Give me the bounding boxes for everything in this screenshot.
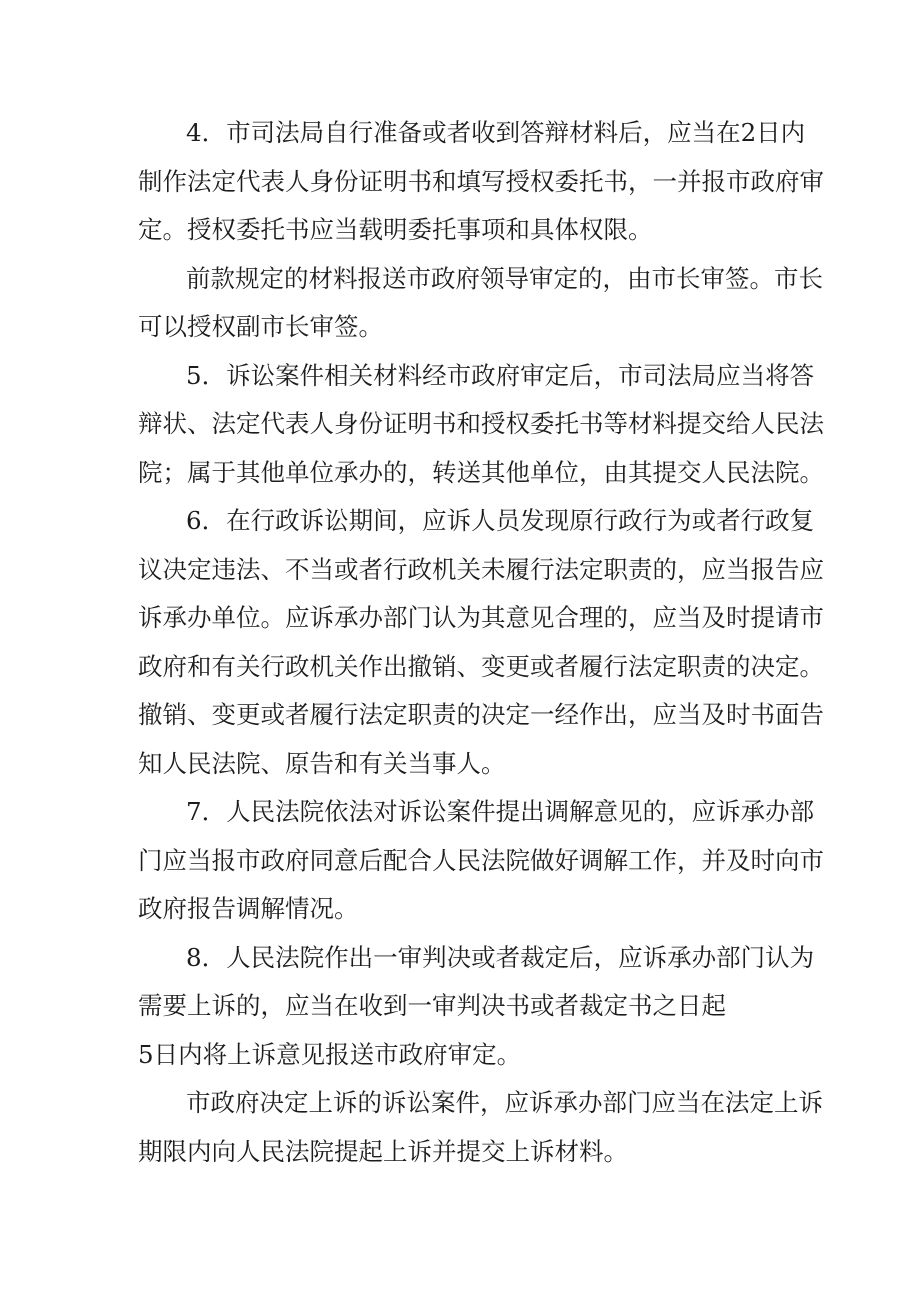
text-line-3: 定。授权委托书应当载明委托事项和具体权限。: [138, 215, 653, 244]
text-line-14: 知人民法院、原告和有关当事人。: [138, 749, 506, 778]
text-line-22: 期限内向人民法院提起上诉并提交上诉材料。: [138, 1137, 628, 1166]
text-line-5: 可以授权副市长审签。: [138, 312, 383, 341]
text-line-6: 5．诉讼案件相关材料经市政府审定后，市司法局应当将答: [186, 361, 815, 390]
text-line-7: 辩状、法定代表人身份证明书和授权委托书等材料提交给人民法: [138, 409, 824, 438]
text-line-2: 制作法定代表人身份证明书和填写授权委托书，一并报市政府审: [138, 167, 824, 196]
text-line-8: 院；属于其他单位承办的，转送其他单位，由其提交人民法院。: [138, 458, 824, 487]
text-line-9: 6．在行政诉讼期间，应诉人员发现原行政行为或者行政复: [186, 506, 815, 535]
text-line-10: 议决定违法、不当或者行政机关未履行法定职责的，应当报告应: [138, 555, 824, 584]
text-line-4: 前款规定的材料报送市政府领导审定的，由市长审签。市长: [186, 264, 823, 293]
text-line-19: 需要上诉的，应当在收到一审判决书或者裁定书之日起: [138, 991, 726, 1020]
text-line-17: 政府报告调解情况。: [138, 894, 359, 923]
text-line-11: 诉承办单位。应诉承办部门认为其意见合理的，应当及时提请市: [138, 603, 824, 632]
text-line-13: 撤销、变更或者履行法定职责的决定一经作出，应当及时书面告: [138, 700, 824, 729]
text-line-18: 8．人民法院作出一审判决或者裁定后，应诉承办部门认为: [186, 943, 815, 972]
text-line-15: 7．人民法院依法对诉讼案件提出调解意见的，应诉承办部: [186, 797, 815, 826]
text-line-20: 5日内将上诉意见报送市政府审定。: [138, 1040, 522, 1069]
text-line-16: 门应当报市政府同意后配合人民法院做好调解工作，并及时向市: [138, 846, 824, 875]
text-line-1: 4．市司法局自行准备或者收到答辩材料后，应当在2日内: [186, 118, 806, 147]
text-line-21: 市政府决定上诉的诉讼案件，应诉承办部门应当在法定上诉: [186, 1088, 823, 1117]
text-line-12: 政府和有关行政机关作出撤销、变更或者履行法定职责的决定。: [138, 652, 824, 681]
